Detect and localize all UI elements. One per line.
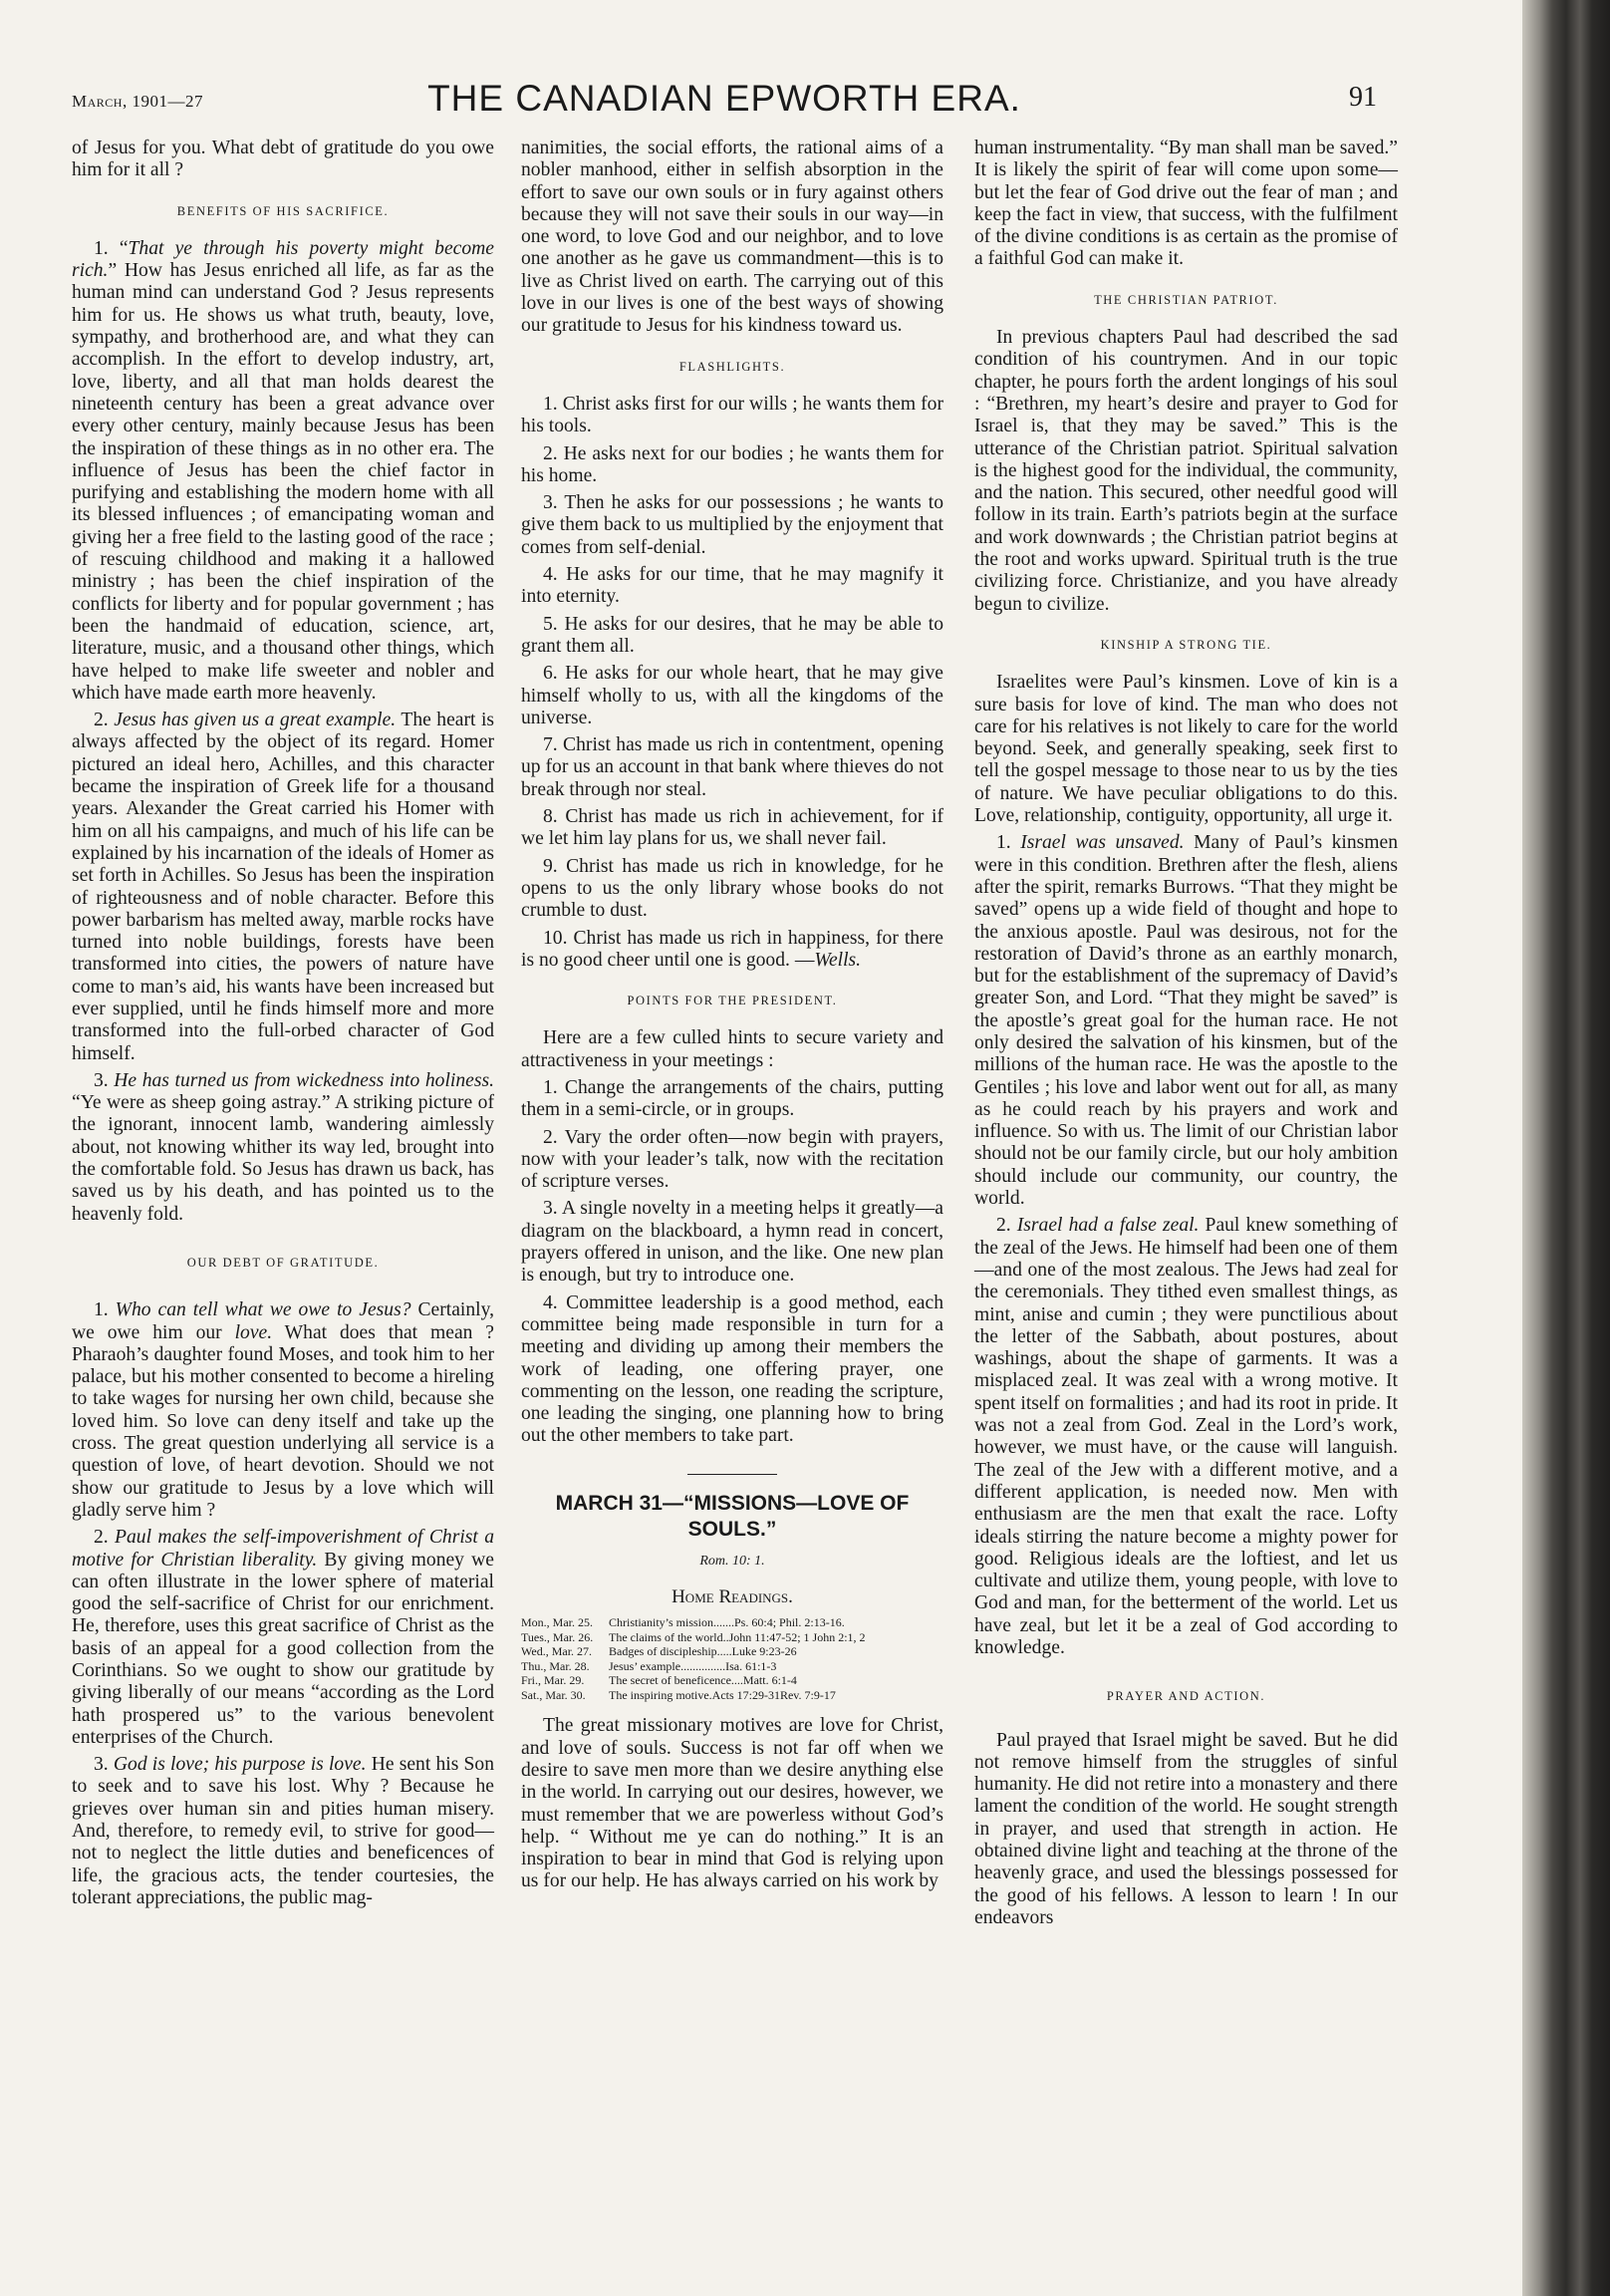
reading-text: The inspiring motive.Acts 17:29-31Rev. 7:9-17: [609, 1687, 836, 1702]
reading-text: Jesus’ example...............Isa. 61:1-3: [609, 1658, 777, 1673]
paragraph: human instrumentality. “By man shall man be saved.” It is likely the spirit of fear will come upon some—but let the fear of God drive out the fear of man ; and keep the fact in view, that success, with the fulfilment of the divine conditions is as certain as the promise of a faithful God can make it.: [974, 138, 1398, 270]
flashlight-item: 6. He asks for our whole heart, that he may give himself wholly to us, with all the kingdoms of the universe.: [521, 663, 943, 728]
section-heading-flashlights: FLASHLIGHTS.: [678, 359, 786, 374]
reading-day: Mon., Mar. 25.: [521, 1615, 593, 1630]
reading-text: The secret of beneficence....Matt. 6:1-4: [609, 1673, 797, 1688]
paragraph: The great missionary motives are love for Christ, and love of souls. Success is not far off when we desire to save men more than we desire anything else in the world. In carrying out our desires, however, we must remember that we are powerless without God’s help. “ Without me ye can do nothing.” It is an inspiration to bear in mind that God is relying upon us for our help. He has always carried on his work by: [521, 1715, 943, 1892]
scripture-reference: Rom. 10: 1.: [699, 1553, 765, 1569]
reading-text: Badges of discipleship.....Luke 9:23-26: [609, 1644, 797, 1659]
column-right: [974, 138, 1398, 1934]
page-header: [72, 78, 1377, 128]
flashlight-item: 1. Christ asks first for our wills ; he wants them for his tools.: [521, 393, 943, 437]
section-heading-prayer: PRAYER AND ACTION.: [1106, 1689, 1266, 1704]
paragraph: of Jesus for you. What debt of gratitude do you owe him for it all ?: [72, 138, 494, 181]
paragraph: 2. Paul makes the self-impoverishment of Christ a motive for Christian liberality. By giving money we can often illustrate in the lower sphere of material good the self-sacrifice of Christ for our enrichment. He, therefore, uses this great sacrifice of Christ as the basis of an appeal for a good collection from the Corinthians. So we ought to show our gratitude by giving liberally of our means “according as the Lord hath prospered us” to the various benevolent enterprises of the Church.: [72, 1527, 494, 1748]
book-binding-edge: [1522, 0, 1610, 2296]
section-heading-points: POINTS FOR THE PRESIDENT.: [627, 994, 838, 1008]
reading-day: Tues., Mar. 26.: [521, 1629, 594, 1644]
table-row: [521, 1631, 943, 1646]
issue-date: March, 1901—27: [72, 92, 203, 111]
paragraph: In previous chapters Paul had described the sad condition of his countrymen. And in our topic chapter, he pours forth the ardent longings of his soul : “Brethren, my heart’s desire and prayer to God for Israel is, that they may be saved.” This is the utterance of the Christian patriot. Spiritual salvation is the highest good for the individual, the community, and the nation. This secured, other needful good will follow in its train. Earth’s patriots begin at the surface and work downwards ; the Christian patriot begins at the root and works upward. Spiritual truth is the true civilizing force. Christianize, and you have already begun to civilize.: [974, 327, 1398, 615]
paragraph: Israelites were Paul’s kinsmen. Love of kin is a sure basis for love of kind. The man who does not care for his relatives is not likely to care for the world beyond. Seek, and generally speaking, seek first to tell the gospel message to those near to us by the ties of nature. We have peculiar obligations to do this. Love, relationship, contiguity, opportunity, all urge it.: [974, 672, 1398, 827]
paragraph: 1. Who can tell what we owe to Jesus? Certainly, we owe him our love. What does that mean ? Pharaoh’s daughter found Moses, and took him to her palace, but his mother consented to become a hireling to take wages for nursing her own child, because she loved him. So love can deny itself and take up the cross. The great question underlying all service is a question of love, of heart devotion. Should we not show our gratitude to Jesus by a love which will gladly serve him ?: [72, 1299, 495, 1521]
flashlight-item: 2. He asks next for our bodies ; he wants them for his home.: [521, 442, 943, 486]
section-divider: [687, 1474, 777, 1475]
table-row: [521, 1645, 943, 1660]
paragraph: 1. “That ye through his poverty might become rich.” How has Jesus enriched all life, as far as the human mind can understand God ? Jesus represents him for us. He shows us what truth, beauty, love, sympathy, and brotherhood are, and what they can accomplish. In the effort to develop industry, art, love, liberty, and all that man holds dearest the nineteenth century has been a great advance over every other century, mainly because Jesus has been the inspiration of these things as in no other era. The influence of Jesus has been the chief factor in purifying and establishing the modern home with all its blessed influences ; of emancipating woman and giving her a free field to the lasting good of the race ; of rescuing childhood and making it a hallowed ministry ; has been the chief inspiration of the conflicts for liberty and for popular government ; has been the handmaid of education, science, art, literature, music, and a thousand other things, which have helped to make life sweeter and nobler and which have made earth more heavenly.: [72, 237, 494, 704]
flashlight-item: 8. Christ has made us rich in achievement, for if we let him lay plans for us, we shall never fail.: [521, 806, 943, 850]
point-item: 1. Change the arrangements of the chairs, putting them in a semi-circle, or in groups.: [521, 1076, 943, 1121]
topic-heading: MARCH 31—“MISSIONS—LOVE OF SOULS.”: [555, 1491, 910, 1541]
flashlight-item: 3. Then he asks for our possessions ; he wants to give them back to us multiplied by the enjoyment that comes from self-denial.: [521, 492, 943, 558]
reading-text: Christianity’s mission.......Ps. 60:4; Phil. 2:13-16.: [609, 1615, 845, 1630]
section-heading-kinship: KINSHIP A STRONG TIE.: [1100, 637, 1272, 652]
paragraph: 3. He has turned us from wickedness into holiness. “Ye were as sheep going astray.” A striking picture of the ignorant, innocent lamb, wandering aimlessly about, not knowing whither its way led, brought into the comfortable fold. So Jesus has drawn us back, has saved us by his death, and has pointed us to the heavenly fold.: [72, 1069, 494, 1225]
table-row: [521, 1674, 943, 1689]
reading-day: Thu., Mar. 28.: [521, 1658, 590, 1673]
page-number: 91: [1349, 82, 1377, 113]
point-item: 2. Vary the order often—now begin with prayers, now with your leader’s talk, now with the recitation of scripture verses.: [521, 1126, 943, 1193]
reading-day: Sat., Mar. 30.: [521, 1687, 586, 1702]
section-heading-debt: OUR DEBT OF GRATITUDE.: [186, 1255, 380, 1270]
column-middle: [521, 138, 943, 1898]
paragraph: nanimities, the social efforts, the rational aims of a nobler manhood, either in selfish absorption in the effort to save our own souls or in fury against others because they will not save their souls in our way—in one word, to love God and our neighbor, and to love one another as he gave us commandment—this is to live as Christ lived on earth. The carrying out of this love in our lives is one of the best ways of showing our gratitude to Jesus for his kindness toward us.: [521, 138, 943, 337]
paragraph: 2. Israel had a false zeal. Paul knew something of the zeal of the Jews. He himself had been one of them—and one of the most zealous. The Jews had zeal for the ceremonials. They tithed even smallest things, as mint, anise and cumin ; they were punctilious about the letter of the Sabbath, about postures, about washings, about the shape of garments. It was a misplaced zeal. It was zeal with a wrong motive. It spent itself on formalities ; and had its root in pride. It was not a zeal from God. Zeal in the Lord’s work, however, we must have, or the cause will languish. The zeal of the Jew with a different motive, and a different application, is needed now. Men with enthusiasm are the men that exalt the race. Lofty ideals stirring the nature become a mighty power for good. Religious ideals are the loftiest, and let us cultivate and utilize them, young people, with love to God and man, for the betterment of the world. Let us have zeal, but let it be a zeal of God according to knowledge.: [974, 1215, 1399, 1658]
quote-author: Wells.: [814, 949, 862, 971]
point-item: 3. A single novelty in a meeting helps it greatly—a diagram on the blackboard, a hymn read in concert, prayers offered in unison, and the like. One new plan is enough, but try to introduce one.: [521, 1198, 943, 1287]
paragraph: 1. Israel was unsaved. Many of Paul’s kinsmen were in this condition. Brethren after the flesh, aliens after the spirit, remarks Burrows. “That they might be saved” opens up a wide field of thought and hope to the anxious apostle. Paul was desirous, not for the restoration of David’s throne as an earthly monarch, but for the establishment of the supremacy of David’s greater Son, and Lord. “That they might be saved” is the apostle’s great goal for the human race. He not only desired the salvation of his kinsmen, but of the millions of the human race. He was the apostle to the Gentiles ; his love and labor went out for all, as many as he could reach by his prayers and work and influence. So with us. The limit of our Christian labor should not be our family circle, but our holy ambition should include our community, our country, the world.: [974, 832, 1398, 1210]
flashlight-item: 4. He asks for our time, that he may magnify it into eternity.: [521, 564, 943, 608]
point-item: Here are a few culled hints to secure variety and attractiveness in your meetings :: [521, 1027, 943, 1071]
flashlight-item: 5. He asks for our desires, that he may be able to grant them all.: [521, 613, 943, 657]
section-heading-patriot: THE CHRISTIAN PATRIOT.: [1094, 292, 1278, 307]
point-item: 4. Committee leadership is a good method, each committee being made responsible in turn for a meeting and dividing up among their members the work of leading, one offering prayer, one commenting on the lesson, one reading the scripture, one leading the singing, one planning how to bring out the other members to take part.: [521, 1292, 943, 1447]
table-row: [521, 1660, 943, 1675]
flashlight-item: 10. Christ has made us rich in happiness, for there is no good cheer until one is good. —Wells.: [521, 927, 943, 971]
column-left: [72, 138, 494, 1914]
table-row: [521, 1616, 943, 1631]
paragraph: 2. Jesus has given us a great example. The heart is always affected by the object of its regard. Homer pictured an ideal hero, Achilles, and this character became the inspiration of Greek life for a thousand years. Alexander the Great carried his Homer with him on all his campaigns, and much of his life can be explained by his incarnation of the ideals of Homer as set forth in Achilles. So Jesus has been the inspiration of righteousness and of noble character. Before this power barbarism has melted away, marble rocks have turned into noble buildings, forests have been transformed into cities, the powers of nature have come to man’s aid, his wants have been increased but ever supplied, until he finds himself more and more transformed into the full-orbed character of God himself.: [72, 710, 495, 1064]
home-readings-title: Home Readings.: [671, 1586, 793, 1608]
reading-day: Wed., Mar. 27.: [521, 1644, 593, 1659]
table-row: [521, 1689, 943, 1704]
flashlight-item: 9. Christ has made us rich in knowledge, for he opens to us the only library whose books do not crumble to dust.: [521, 855, 943, 922]
reading-text: The claims of the world..John 11:47-52; 1 John 2:1, 2: [609, 1629, 866, 1644]
section-heading-benefits: BENEFITS OF HIS SACRIFICE.: [176, 203, 390, 218]
flashlight-item: 7. Christ has made us rich in contentment, opening up for us an account in that bank where thieves do not break through nor steal.: [521, 734, 943, 800]
reading-day: Fri., Mar. 29.: [521, 1673, 585, 1688]
home-readings-table: [521, 1616, 943, 1703]
publication-title: THE CANADIAN EPWORTH ERA.: [427, 78, 1021, 119]
paragraph: Paul prayed that Israel might be saved. But he did not remove himself from the struggles of sinful humanity. He did not retire into a monastery and there lament the condition of the world. He sought strength in prayer, and used that strength in action. He obtained divine light and teaching at the throne of the heavenly grace, and used the blessings possessed for the good of his fellows. A lesson to learn ! In our endeavors: [974, 1729, 1398, 1928]
paragraph: 3. God is love; his purpose is love. He sent his Son to seek and to save his lost. Why ? Because he grieves over human sin and pities human misery. And, therefore, to remedy evil, to strive for good—not to neglect the little duties and beneficences of life, the gracious acts, the tender courtesies, the tolerant appreciations, the public mag-: [72, 1754, 495, 1908]
